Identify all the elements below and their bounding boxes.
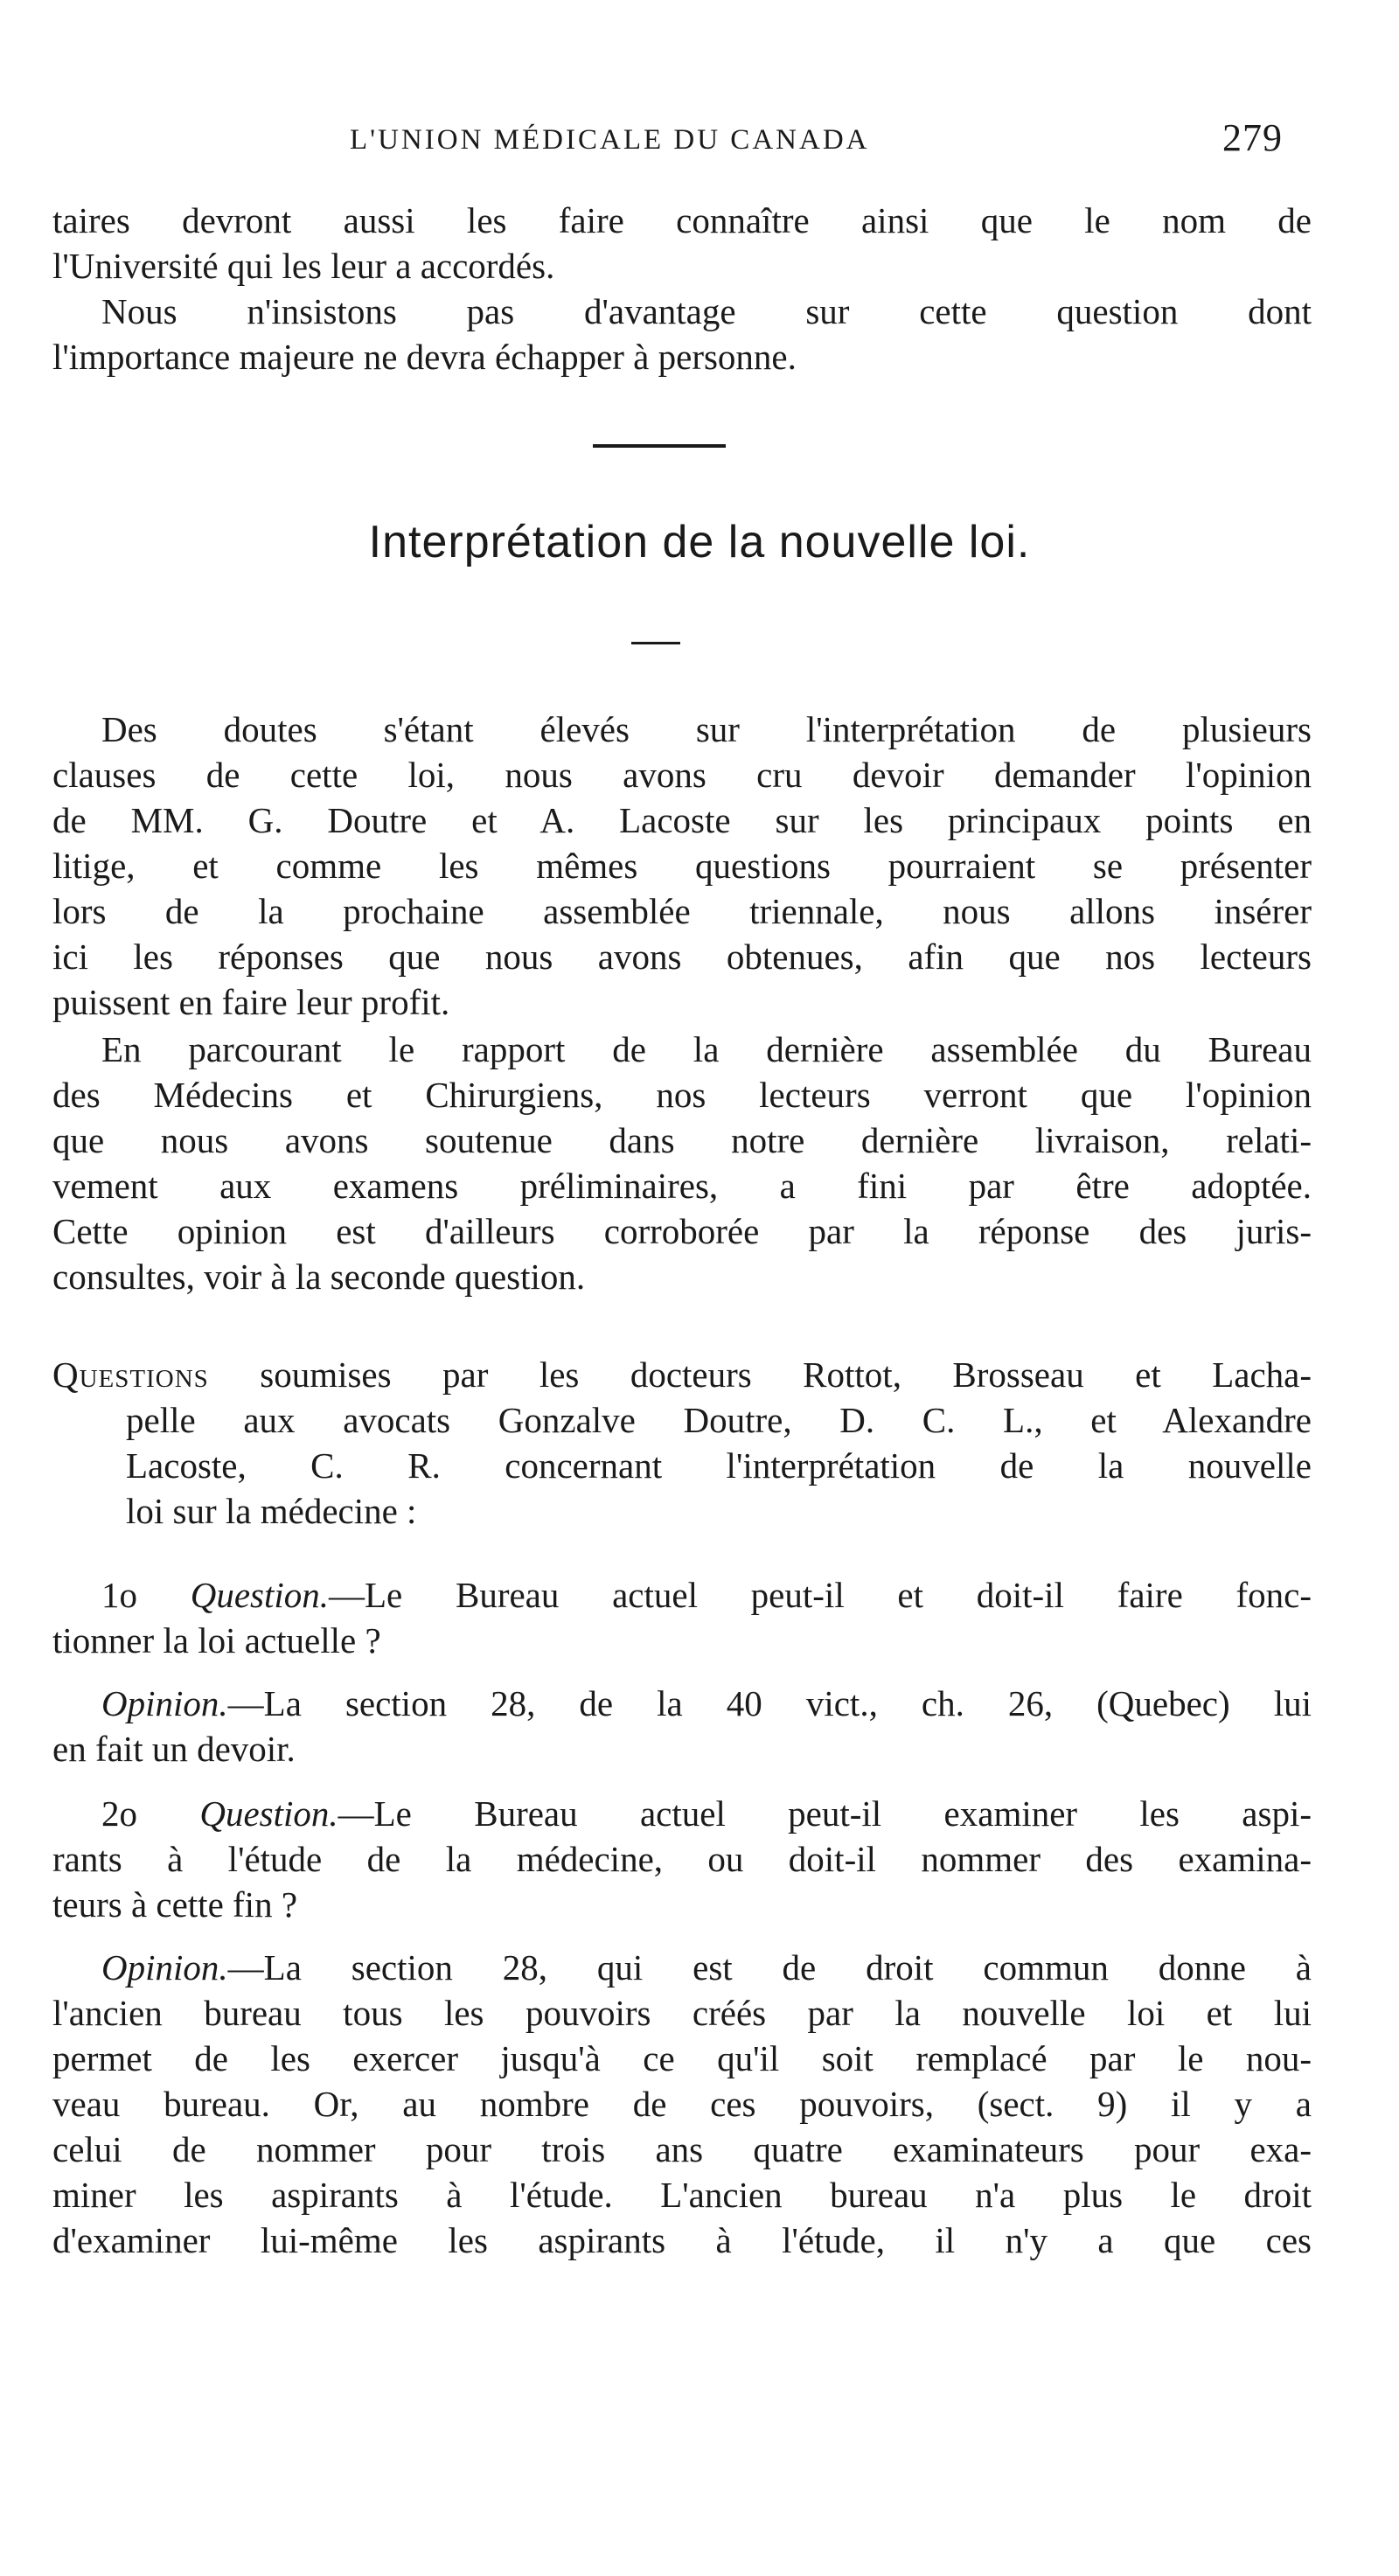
text-line: taires devront aussi les faire connaître ainsi que le nom de: [52, 200, 1312, 240]
text-line: [52, 1681, 1312, 1726]
text-line: loi sur la médecine :: [126, 1491, 417, 1531]
text-line: l'ancien bureau tous les pouvoirs créés par la nouvelle loi et lui: [52, 1993, 1312, 2033]
text-line: Nous n'insistons pas d'avantage sur cette question dont: [101, 291, 1312, 331]
text-line: litige, et comme les mêmes questions pourraient se présenter: [52, 846, 1312, 886]
opinion-1: [52, 1681, 1312, 1772]
text-line: puissent en faire leur profit.: [52, 982, 450, 1022]
text-line: vement aux examens préliminaires, a fini par être adoptée.: [52, 1166, 1312, 1206]
running-title: L'UNION MÉDICALE DU CANADA: [350, 124, 870, 156]
text-line: que nous avons soutenue dans notre dernière livraison, relati-: [52, 1120, 1312, 1160]
running-header: [0, 115, 1399, 168]
text-line: Lacoste, C. R. concernant l'interprétation de la nouvelle: [126, 1445, 1312, 1486]
question-2: [52, 1791, 1312, 1927]
text-line: Cette opinion est d'ailleurs corroborée par la réponse des juris-: [52, 1211, 1312, 1251]
question-number: 1o: [101, 1575, 137, 1615]
question-number: 2o: [101, 1793, 137, 1834]
text-line: d'examiner lui-même les aspirants à l'étude, il n'y a que ces: [52, 2220, 1312, 2260]
text-line: de MM. G. Doutre et A. Lacoste sur les principaux points en: [52, 800, 1312, 840]
text-line: lors de la prochaine assemblée triennale, nous allons insérer: [52, 891, 1312, 931]
text-line: en fait un devoir.: [52, 1729, 296, 1769]
text-line: veau bureau. Or, au nombre de ces pouvoirs, (sect. 9) il y a: [52, 2084, 1312, 2124]
text-line: celui de nommer pour trois ans quatre examinateurs pour exa-: [52, 2129, 1312, 2169]
text-line: [52, 1572, 1312, 1618]
paragraph-2: [52, 1027, 1312, 1299]
text-line: rants à l'étude de la médecine, ou doit-il nommer des examina-: [52, 1839, 1312, 1879]
page-number: 279: [1222, 116, 1283, 159]
question-label: Question.: [190, 1575, 330, 1615]
text-line: Des doutes s'étant élevés sur l'interprétation de plusieurs: [101, 709, 1312, 749]
text-line: clauses de cette loi, nous avons cru devoir demander l'opinion: [52, 755, 1312, 795]
questions-lead: Questions: [52, 1354, 209, 1395]
paragraph-1: [52, 707, 1312, 1025]
text-line: ici les réponses que nous avons obtenues, afin que nos lecteurs: [52, 936, 1312, 977]
text-line: [52, 1352, 1312, 1397]
text-line: permet de les exercer jusqu'à ce qu'il soit remplacé par le nou-: [52, 2038, 1312, 2078]
text-fragment: —Le Bureau actuel peut-il et doit-il faire fonc-: [329, 1575, 1312, 1615]
opinion-label: Opinion.: [101, 1683, 228, 1723]
text-fragment: —La section 28, de la 40 vict., ch. 26, (Quebec) lui: [227, 1683, 1312, 1723]
opinion-label: Opinion.: [101, 1947, 228, 1988]
text-line: pelle aux avocats Gonzalve Doutre, D. C. L., et Alexandre: [126, 1400, 1312, 1440]
text-line: consultes, voir à la seconde question.: [52, 1257, 586, 1297]
text-line: En parcourant le rapport de la dernière assemblée du Bureau: [101, 1029, 1312, 1069]
text-line: [52, 1791, 1312, 1836]
question-1: [52, 1572, 1312, 1663]
heading-divider: [631, 642, 680, 644]
intro-text: [52, 198, 1312, 379]
opinion-2: [52, 1945, 1312, 2263]
question-label: Question.: [199, 1793, 338, 1834]
text-line: l'Université qui les leur a accordés.: [52, 246, 555, 286]
text-line: miner les aspirants à l'étude. L'ancien bureau n'a plus le droit: [52, 2175, 1312, 2215]
text-fragment: —La section 28, qui est de droit commun donne à: [227, 1947, 1312, 1988]
section-divider: [593, 444, 726, 448]
questions-intro: [52, 1352, 1312, 1534]
text-fragment: —Le Bureau actuel peut-il examiner les aspi-: [338, 1793, 1312, 1834]
text-line: des Médecins et Chirurgiens, nos lecteurs verront que l'opinion: [52, 1075, 1312, 1115]
text-line: tionner la loi actuelle ?: [52, 1620, 381, 1660]
text-line: l'importance majeure ne devra échapper à personne.: [52, 337, 797, 377]
text-fragment: soumises par les docteurs Rottot, Brosseau et Lacha-: [260, 1354, 1312, 1395]
text-line: teurs à cette fin ?: [52, 1884, 298, 1925]
section-heading: Interprétation de la nouvelle loi.: [368, 517, 1031, 567]
text-line: [52, 1945, 1312, 1990]
